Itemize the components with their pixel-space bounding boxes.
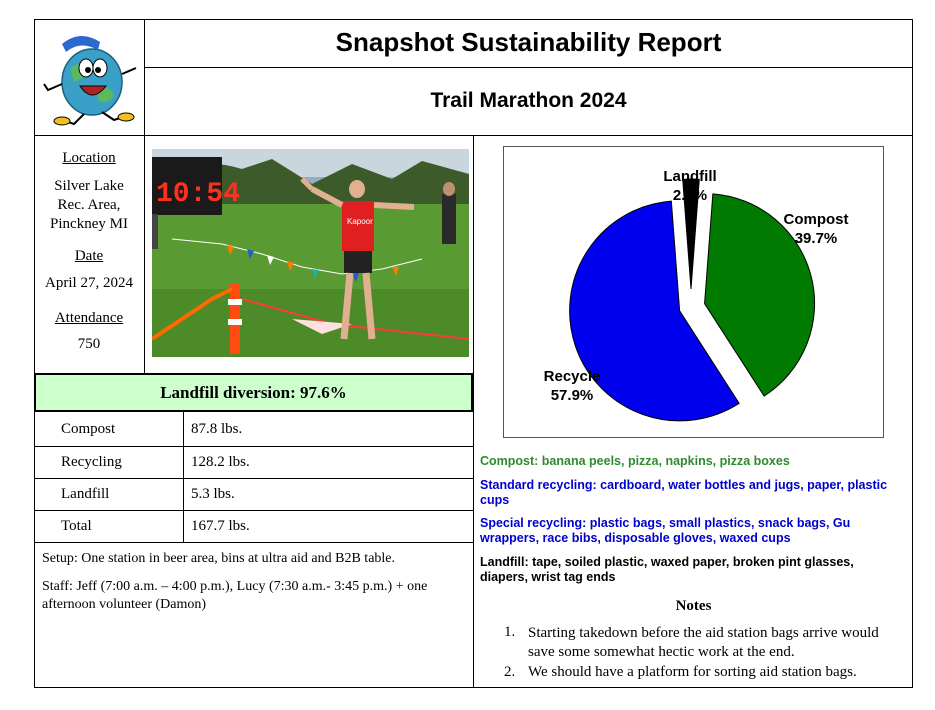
info-photo-divider xyxy=(144,135,145,373)
weights-table-row-divider xyxy=(34,446,473,447)
pie-chart-svg xyxy=(504,147,883,437)
date-value: April 27, 2024 xyxy=(45,275,133,291)
event-subtitle: Trail Marathon 2024 xyxy=(430,89,627,112)
location-label: Location xyxy=(62,150,116,166)
race-clock-text: 10:54 xyxy=(156,179,241,210)
weights-table-row-divider xyxy=(34,542,473,543)
table-row-recycling-value: 128.2 lbs. xyxy=(191,454,250,470)
table-row-compost-value: 87.8 lbs. xyxy=(191,421,243,437)
weights-table-row-divider xyxy=(34,478,473,479)
weights-table-row-divider xyxy=(34,510,473,511)
event-info xyxy=(35,140,143,370)
location-line-3: Pinckney MI xyxy=(50,216,128,232)
legend-special-recycling: Special recycling: plastic bags, small plastics, snack bags, Gu wrappers, race bibs, disposable gloves, waxed cups xyxy=(480,516,851,545)
pie-label-compost-value: 39.7% xyxy=(794,230,838,247)
location-line-1: Silver Lake xyxy=(54,178,124,194)
weights-table xyxy=(34,412,473,542)
pie-label-landfill-name: Landfill xyxy=(663,168,717,185)
earth-mascot-logo xyxy=(40,24,140,130)
note-text-1: Starting takedown before the aid station bags arrive would save some somewhat hectic work at the end. xyxy=(528,625,879,660)
notes-heading: Notes xyxy=(675,598,712,614)
table-row-landfill-value: 5.3 lbs. xyxy=(191,486,235,502)
location-line-2: Rec. Area, xyxy=(57,197,121,213)
pie-label-recycle-name: Recycle xyxy=(543,368,601,385)
table-row-total-value: 167.7 lbs. xyxy=(191,518,250,534)
report-title: Snapshot Sustainability Report xyxy=(335,27,722,57)
runner-shirt-text: Kapoor xyxy=(347,217,373,226)
note-number-2: 2. xyxy=(504,664,516,680)
setup-text: Setup: One station in beer area, bins at ultra aid and B2B table. xyxy=(42,551,396,566)
staff-text: Staff: Jeff (7:00 a.m. – 4:00 p.m.), Lucy (7:30 a.m.- 3:45 p.m.) + one afternoon volunteer (Damon) xyxy=(42,579,428,612)
landfill-diversion-banner: Landfill diversion: 97.6% xyxy=(34,373,473,412)
pie-label-recycle-value: 57.9% xyxy=(550,387,594,404)
note-text-2: We should have a platform for sorting aid station bags. xyxy=(528,664,857,680)
pie-label-landfill-value: 2.4% xyxy=(672,187,708,204)
attendance-label: Attendance xyxy=(54,310,124,326)
legend-standard-recycling: Standard recycling: cardboard, water bottles and jugs, paper, plastic cups xyxy=(480,478,888,507)
date-label: Date xyxy=(74,248,104,264)
note-number-1: 1. xyxy=(504,624,516,640)
table-row-recycling-label: Recycling xyxy=(61,454,122,470)
race-finish-photo xyxy=(152,149,469,357)
weights-table-column-divider xyxy=(183,412,184,542)
table-row-compost-label: Compost xyxy=(61,421,116,437)
legend-compost: Compost: banana peels, pizza, napkins, pizza boxes xyxy=(480,454,790,468)
pie-label-compost-name: Compost xyxy=(783,211,849,228)
table-row-total-label: Total xyxy=(61,518,92,534)
attendance-value: 750 xyxy=(77,336,101,352)
legend-landfill: Landfill: tape, soiled plastic, waxed paper, broken pint glasses, diapers, wrist tag ends xyxy=(480,555,854,584)
table-row-landfill-label: Landfill xyxy=(61,486,110,502)
diversion-pie-chart xyxy=(503,146,884,438)
